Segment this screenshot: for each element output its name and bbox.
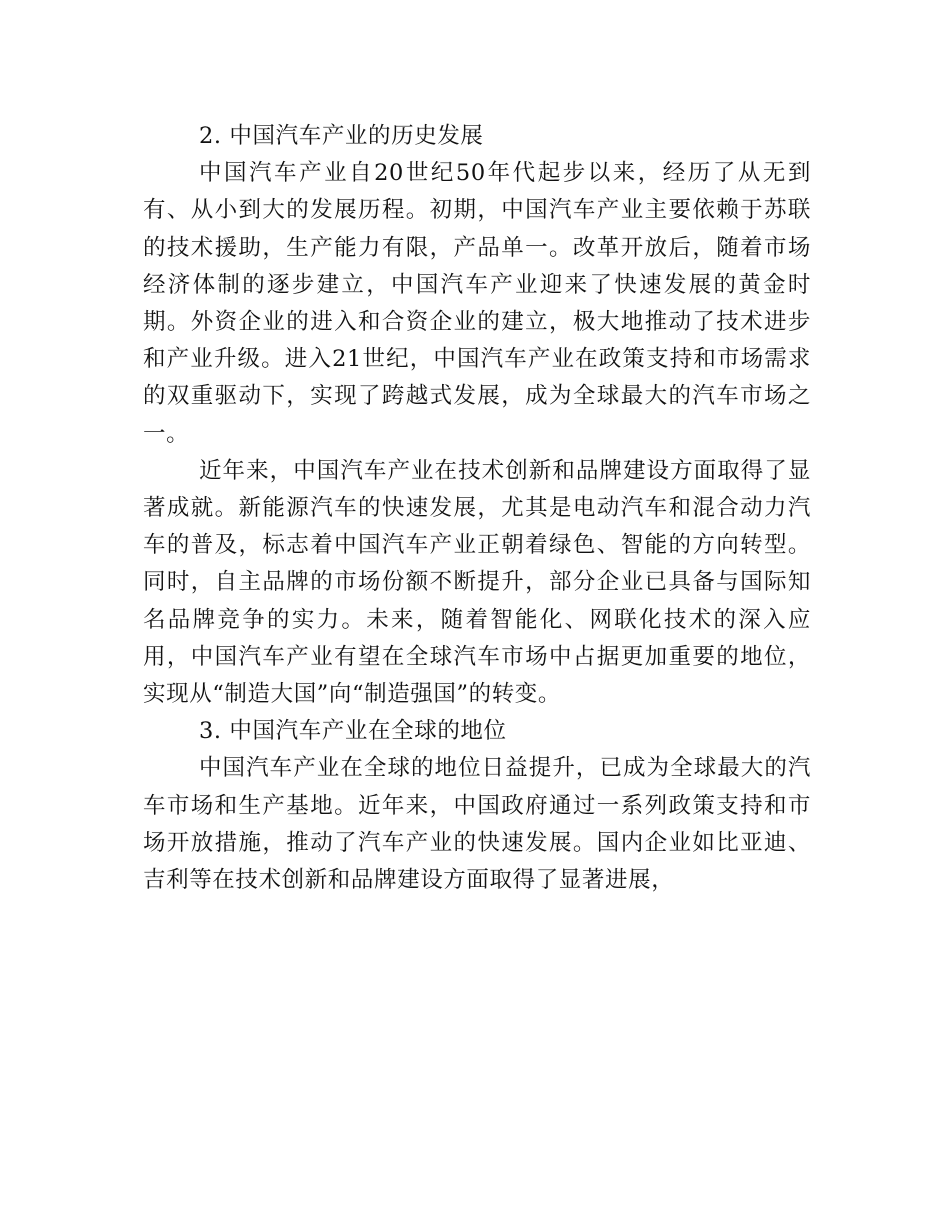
paragraph-global-position: 中国汽车产业在全球的地位日益提升，已成为全球最大的汽车市场和生产基地。近年来，中国政府通过一系列政策支持和市场开放措施，推动了汽车产业的快速发展。国内企业如比亚迪、吉利等在技术创新和品牌建设方面取得了显著进展，	[143, 755, 811, 894]
paragraph-recent-achievements: 近年来，中国汽车产业在技术创新和品牌建设方面取得了显著成就。新能源汽车的快速发展，尤其是电动汽车和混合动力汽车的普及，标志着中国汽车产业正朝着绿色、智能的方向转型。同时，自主品牌的市场份额不断提升，部分企业已具备与国际知名品牌竞争的实力。未来，随着智能化、网联化技术的深入应用，中国汽车产业有望在全球汽车市场中占据更加重要的地位，实现从“制造大国”向“制造强国”的转变。	[143, 457, 811, 708]
paragraph-history-origins: 中国汽车产业自20世纪50年代起步以来，经历了从无到有、从小到大的发展历程。初期，中国汽车产业主要依赖于苏联的技术援助，生产能力有限，产品单一。改革开放后，随着市场经济体制的逐步建立，中国汽车产业迎来了快速发展的黄金时期。外资企业的进入和合资企业的建立，极大地推动了技术进步和产业升级。进入21世纪，中国汽车产业在政策支持和市场需求的双重驱动下，实现了跨越式发展，成为全球最大的汽车市场之一。	[143, 160, 811, 447]
section-heading-history: 2. 中国汽车产业的历史发展	[199, 123, 484, 149]
document-body	[143, 118, 811, 899]
section-heading-global-position: 3. 中国汽车产业在全球的地位	[199, 718, 507, 745]
